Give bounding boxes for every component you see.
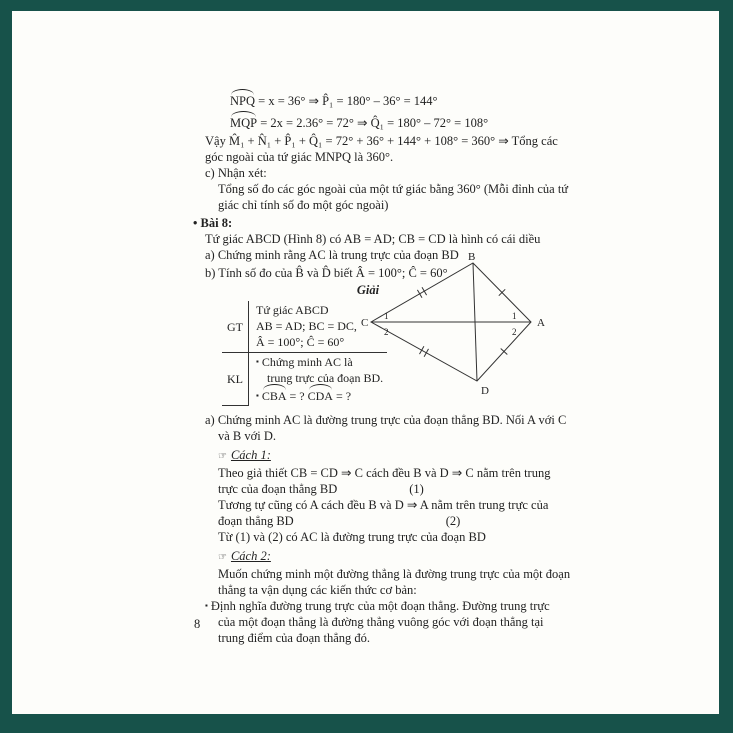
square-bullet-icon: ▪ xyxy=(256,357,259,366)
kl-text: = ? xyxy=(286,389,308,403)
exercise-intro: Tứ giác ABCD (Hình 8) có AB = AD; CB = CD là hình có cái diều xyxy=(205,232,541,246)
angle-arc-hat: CDA xyxy=(307,389,333,403)
definition-line-1 xyxy=(193,598,668,614)
frame-bottom xyxy=(0,714,733,733)
method-2-heading xyxy=(193,548,668,566)
ref-2: (2) xyxy=(445,514,461,528)
angle-label-a2: 2 xyxy=(512,327,517,337)
method-1-label: Cách 1: xyxy=(230,448,271,462)
method-2-line-1: Muốn chứng minh một đường thẳng là đường trung trực của một đoạn xyxy=(218,567,571,581)
vertex-label-d: D xyxy=(481,385,489,397)
vertex-label-a: A xyxy=(537,317,545,329)
formula-text: = 2x = 2.36° = 72° ⇒ Q̂₁ = 180° – 72° = 108° xyxy=(257,116,489,130)
angle-arc-hat: NPQ xyxy=(230,94,256,108)
pointer-icon: ☞ xyxy=(218,451,227,462)
frame-top xyxy=(0,0,733,11)
question-b: b) Tính số đo của B̂ và D̂ biết Â = 100°; Ĉ = 60° xyxy=(205,266,448,280)
page-content xyxy=(193,88,668,646)
body-text: Định nghĩa đường trung trực của một đoạn thẳng. Đường trung trực xyxy=(210,599,550,613)
method-2-line-2: thẳng ta vận dụng các kiến thức cơ bản: xyxy=(218,583,417,597)
kl-text: = ? xyxy=(332,389,352,403)
remark-line-2: giác chỉ tính số đo một góc ngoài) xyxy=(218,198,389,212)
gtkl-table xyxy=(222,301,387,406)
gt-line-1: Tứ giác ABCD xyxy=(256,303,329,317)
method-1-line-4 xyxy=(193,513,668,529)
bullet-icon: • xyxy=(193,216,198,230)
vertex-label-c: C xyxy=(361,317,369,329)
method-1-heading xyxy=(193,447,668,465)
solution-heading: Giải xyxy=(356,283,380,297)
kl-content xyxy=(248,353,387,406)
part-a-line-1: a) Chứng minh AC là đường trung trực của đoạn thẳng BD. Nối A với C xyxy=(205,413,567,427)
item-c-heading: c) Nhận xét: xyxy=(205,166,267,180)
gt-content xyxy=(248,301,361,352)
method-1-line-2 xyxy=(193,481,668,497)
square-bullet-icon: ▪ xyxy=(205,601,208,610)
method-1-line-5: Từ (1) và (2) có AC là đường trung trực của đoạn BD xyxy=(218,530,486,544)
gt-line-2: AB = AD; BC = DC, xyxy=(256,319,357,333)
gt-label: GT xyxy=(227,319,243,334)
body-text: trực của đoạn thẳng BD xyxy=(218,482,338,496)
angle-label-a1: 1 xyxy=(512,311,517,321)
frame-right xyxy=(719,0,733,733)
kl-text: Chứng minh AC là xyxy=(261,355,353,369)
exercise-title: Bài 8: xyxy=(200,216,233,230)
definition-line-3: trung điểm của đoạn thẳng đó. xyxy=(218,631,371,645)
method-2-label: Cách 2: xyxy=(230,549,271,563)
kl-row xyxy=(222,352,387,406)
angle-arc-hat: CBA xyxy=(261,389,287,403)
angle-label-c1: 1 xyxy=(384,311,389,321)
kl-line-3 xyxy=(256,388,383,404)
remark-line-1: Tổng số đo các góc ngoài của một tứ giác bằng 360° (Mỗi đỉnh của tứ xyxy=(218,182,569,196)
square-bullet-icon: ▪ xyxy=(256,391,259,400)
definition-line-2: của một đoạn thẳng là đường thẳng vuông góc với đoạn thẳng tại xyxy=(218,615,544,629)
body-text: đoạn thẳng BD xyxy=(218,514,294,528)
kl-line-1 xyxy=(256,354,383,370)
vertex-label-b: B xyxy=(468,251,476,263)
frame-left xyxy=(0,0,12,733)
formula-text: = x = 36° ⇒ P̂₁ = 180° – 36° = 144° xyxy=(255,94,438,108)
question-a: a) Chứng minh rằng AC là trung trực của đoạn BD xyxy=(205,248,459,262)
method-1-line-1: Theo giả thiết CB = CD ⇒ C cách đều B và D ⇒ C nằm trên trung xyxy=(218,466,551,480)
kl-label: KL xyxy=(222,353,248,406)
pointer-icon: ☞ xyxy=(218,552,227,563)
gtkl-section xyxy=(193,301,668,406)
kl-line-2: trung trực của đoạn BD. xyxy=(267,371,384,385)
page-number: 8 xyxy=(194,617,201,631)
conclusion-line: góc ngoài của tứ giác MNPQ là 360°. xyxy=(205,150,394,164)
ref-1: (1) xyxy=(409,482,424,496)
gt-row xyxy=(222,301,387,352)
formula-npq xyxy=(193,93,668,109)
formula-mqp xyxy=(193,115,668,131)
exercise-heading xyxy=(193,215,668,231)
method-1-line-3: Tương tự cũng có A cách đều B và D ⇒ A nằm trên trung trực của xyxy=(218,498,549,512)
gt-line-3: Â = 100°; Ĉ = 60° xyxy=(256,335,345,349)
angle-label-c2: 2 xyxy=(384,327,389,337)
part-a-line-2: và B với D. xyxy=(218,429,276,443)
angle-arc-hat: MQP xyxy=(230,116,258,130)
formula-sum: Vậy M̂₁ + N̂₁ + P̂₁ + Q̂₁ = 72° + 36° + 144° + 108° = 360° ⇒ Tổng các xyxy=(205,134,558,148)
